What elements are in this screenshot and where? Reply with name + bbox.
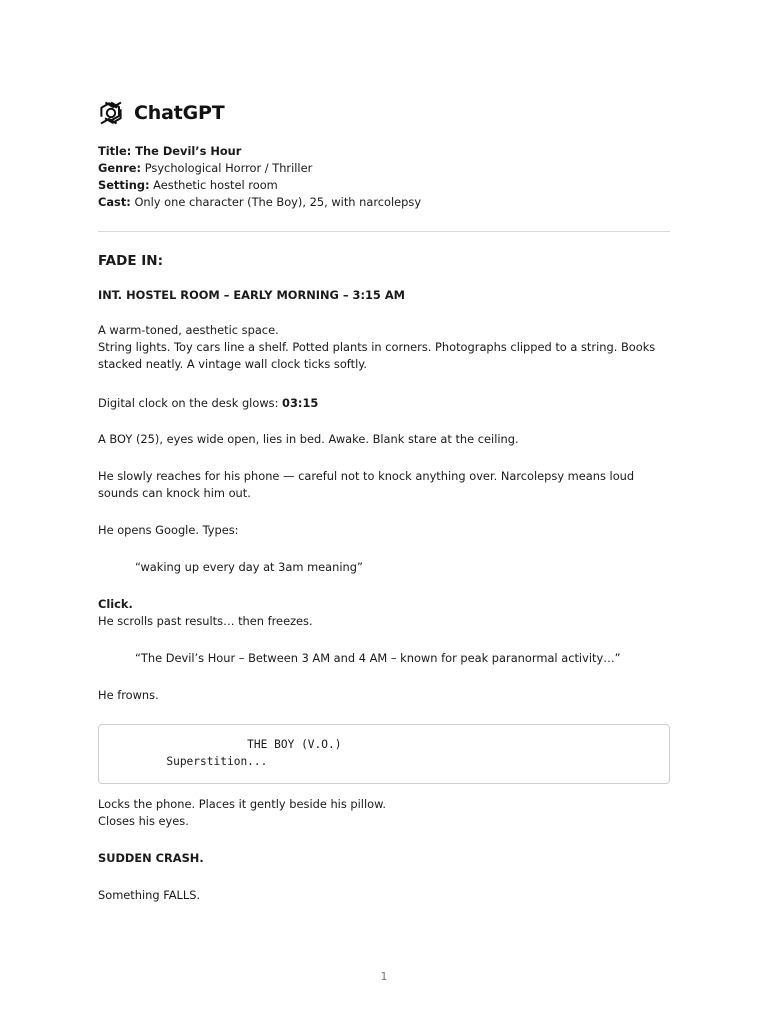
scene-heading: INT. HOSTEL ROOM – EARLY MORNING – 3:15 AM — [98, 288, 405, 302]
fade-in-heading: FADE IN: — [98, 253, 163, 269]
genre-label: Genre: — [98, 161, 142, 175]
locks-line-1: Locks the phone. Places it gently beside his pillow. — [98, 797, 386, 811]
script-metadata — [98, 143, 670, 211]
dialogue-code-block — [98, 724, 670, 784]
description-line-1: A warm-toned, aesthetic space. — [98, 323, 279, 337]
setting-label: Setting: — [98, 178, 150, 192]
frowns-action: He frowns. — [98, 688, 159, 702]
locks-phone-action — [98, 796, 670, 830]
click-text: Click. — [98, 597, 133, 611]
cast-label: Cast: — [98, 195, 131, 209]
cast-value: Only one character (The Boy), 25, with narcolepsy — [130, 195, 422, 209]
genre-value: Psychological Horror / Thriller — [141, 161, 313, 175]
cast-line — [98, 194, 670, 211]
click-action — [98, 596, 670, 630]
openai-logo-icon — [98, 100, 124, 126]
description-line-2: String lights. Toy cars line a shelf. Potted plants in corners. Photographs clipped to a string. Books stacked neatly. A vintage wall clock ticks softly. — [98, 340, 656, 371]
scrolls-text: He scrolls past results… then freezes. — [98, 614, 313, 628]
page-number: 1 — [380, 970, 388, 983]
clock-value: 03:15 — [282, 396, 319, 410]
brand-header — [98, 100, 224, 126]
clock-action — [98, 395, 670, 412]
sudden-crash-action: SUDDEN CRASH. — [98, 851, 204, 865]
clock-text: Digital clock on the desk glows: — [98, 396, 283, 410]
locks-line-2: Closes his eyes. — [98, 814, 189, 828]
search-query-quote: “waking up every day at 3am meaning” — [135, 560, 363, 574]
brand-name: ChatGPT — [134, 102, 225, 124]
scene-description — [98, 322, 670, 373]
phone-reach-action: He slowly reaches for his phone — careful not to knock anything over. Narcolepsy means loud sounds can knock him out. — [98, 469, 635, 500]
setting-value: Aesthetic hostel room — [149, 178, 278, 192]
dialogue-text: THE BOY (V.O.) Superstition... — [166, 738, 342, 768]
setting-line — [98, 177, 670, 194]
divider — [98, 231, 670, 232]
boy-intro-action: A BOY (25), eyes wide open, lies in bed. Awake. Blank stare at the ceiling. — [98, 432, 519, 446]
result-quote: “The Devil’s Hour – Between 3 AM and 4 AM – known for peak paranormal activity…” — [135, 651, 621, 665]
something-falls-action: Something FALLS. — [98, 888, 201, 902]
genre-line — [98, 160, 670, 177]
opens-google-action: He opens Google. Types: — [98, 523, 239, 537]
title-line: Title: The Devil’s Hour — [98, 144, 242, 158]
